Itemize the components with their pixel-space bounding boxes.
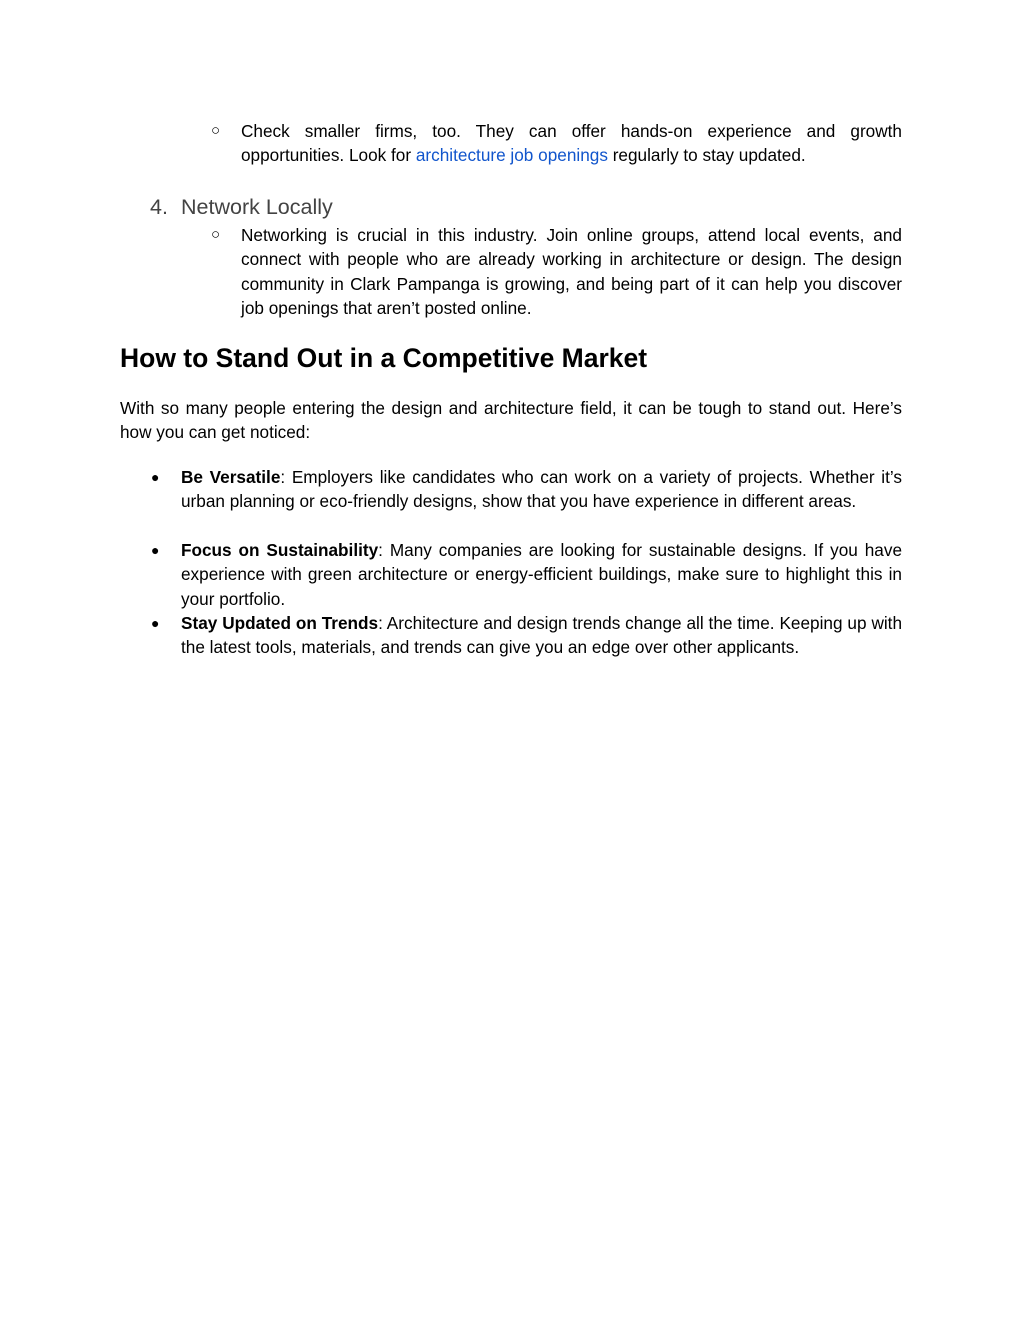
list-item-text: : Employers like candidates who can work on a variety of projects. Whether it’s urban planning or eco-friendly designs, show that you have experience in different areas. [181,467,902,512]
bullet-icon: ● [151,469,160,485]
circle-bullet-icon: ○ [211,226,221,243]
architecture-job-openings-link[interactable]: architecture job openings [415,145,608,166]
network-locally-paragraph: Networking is crucial in this industry. Join online groups, attend local events, and connect with people who are already working in architecture or design. The design community in Clark Pampanga is growing, and being part of it can help you discover job openings that aren’t posted online. [241,225,902,319]
bullet-icon: ● [151,542,160,558]
smaller-firms-paragraph [241,119,902,168]
list-item-focus-on-sustainability [181,538,902,611]
stand-out-heading: How to Stand Out in a Competitive Market [120,343,648,373]
list-item-title: Stay Updated on Trends [181,613,379,633]
list-item-title: Focus on Sustainability [181,540,379,560]
list-item-title: Be Versatile [181,467,281,487]
bullet-icon: ● [151,615,160,631]
network-locally-heading: Network Locally [181,195,333,219]
list-item-text: : Architecture and design trends change all the time. Keeping up with the latest tools, materials, and trends can give you an edge over other applicants. [181,613,903,658]
stand-out-intro: With so many people entering the design and architecture field, it can be tough to stand out. Here’s how you can get noticed: [120,398,902,443]
smaller-firms-text-after: regularly to stay updated. [607,145,806,166]
list-item-text: : Many companies are looking for sustainable designs. If you have experience with green architecture or energy-efficient buildings, make sure to highlight this in your portfolio. [181,540,903,609]
circle-bullet-icon: ○ [211,122,221,139]
list-item-stay-updated-on-trends [181,611,902,660]
smaller-firms-text-before: Check smaller firms, too. They can offer hands-on experience and growth opportunities. Look for [241,121,902,166]
list-item-be-versatile [181,465,902,514]
section-number: 4. [150,195,168,219]
